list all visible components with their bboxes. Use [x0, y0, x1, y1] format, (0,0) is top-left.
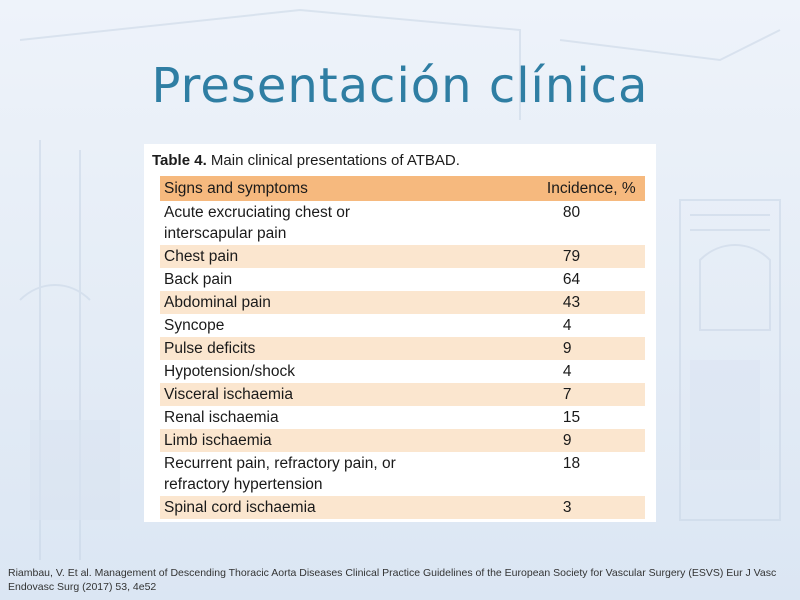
- table-header-row: [160, 176, 645, 201]
- sign-cell: Acute excruciating chest or interscapular pain: [164, 204, 351, 242]
- incidence-cell: 9: [543, 337, 645, 360]
- reference-citation: Riambau, V. Et al. Management of Descending Thoracic Aorta Diseases Clinical Practice Guidelines of the European Society for Vascular Surgery (ESVS) Eur J Vasc Endovasc Surg (2017) 53, 4e52: [8, 567, 777, 593]
- sign-cell: Spinal cord ischaemia: [160, 496, 543, 519]
- sign-cell: Syncope: [164, 317, 225, 334]
- table-row: [160, 383, 645, 406]
- sign-cell: Pulse deficits: [160, 337, 543, 360]
- table-row: [160, 360, 645, 383]
- incidence-cell: 15: [562, 409, 581, 426]
- header-incidence: Incidence, %: [543, 176, 645, 201]
- clinical-presentations-table: [160, 176, 645, 519]
- slide-title: Presentación clínica: [151, 58, 649, 114]
- table-row: [160, 291, 645, 314]
- sign-cell: Limb ischaemia: [160, 429, 543, 452]
- table-row: [160, 337, 645, 360]
- sign-cell: Chest pain: [160, 245, 543, 268]
- sign-cell: Recurrent pain, refractory pain, or refractory hypertension: [164, 455, 396, 493]
- sign-cell: Renal ischaemia: [164, 409, 279, 426]
- sign-cell: Abdominal pain: [160, 291, 543, 314]
- table-row: [160, 245, 645, 268]
- sign-cell: Hypotension/shock: [164, 363, 295, 380]
- table-row: [160, 201, 645, 245]
- table-row: [160, 429, 645, 452]
- table-card: [144, 144, 656, 522]
- table-row: [160, 406, 645, 429]
- table-row: [160, 268, 645, 291]
- table-row: [160, 314, 645, 337]
- header-signs: Signs and symptoms: [160, 176, 543, 201]
- sign-cell: Visceral ischaemia: [160, 383, 543, 406]
- incidence-cell: 80: [562, 204, 581, 221]
- table-row: [160, 452, 645, 496]
- incidence-cell: 4: [562, 363, 572, 380]
- incidence-cell: 18: [562, 455, 581, 472]
- sign-cell: Back pain: [164, 271, 233, 288]
- table-caption-text: Main clinical presentations of ATBAD.: [210, 152, 460, 169]
- table-row: [160, 496, 645, 519]
- incidence-cell: 7: [543, 383, 645, 406]
- incidence-cell: 43: [543, 291, 645, 314]
- table-caption-label: Table 4.: [152, 152, 207, 169]
- incidence-cell: 9: [543, 429, 645, 452]
- table-caption: [152, 152, 460, 169]
- incidence-cell: 3: [543, 496, 645, 519]
- incidence-cell: 79: [543, 245, 645, 268]
- incidence-cell: 4: [562, 317, 572, 334]
- incidence-cell: 64: [562, 271, 581, 288]
